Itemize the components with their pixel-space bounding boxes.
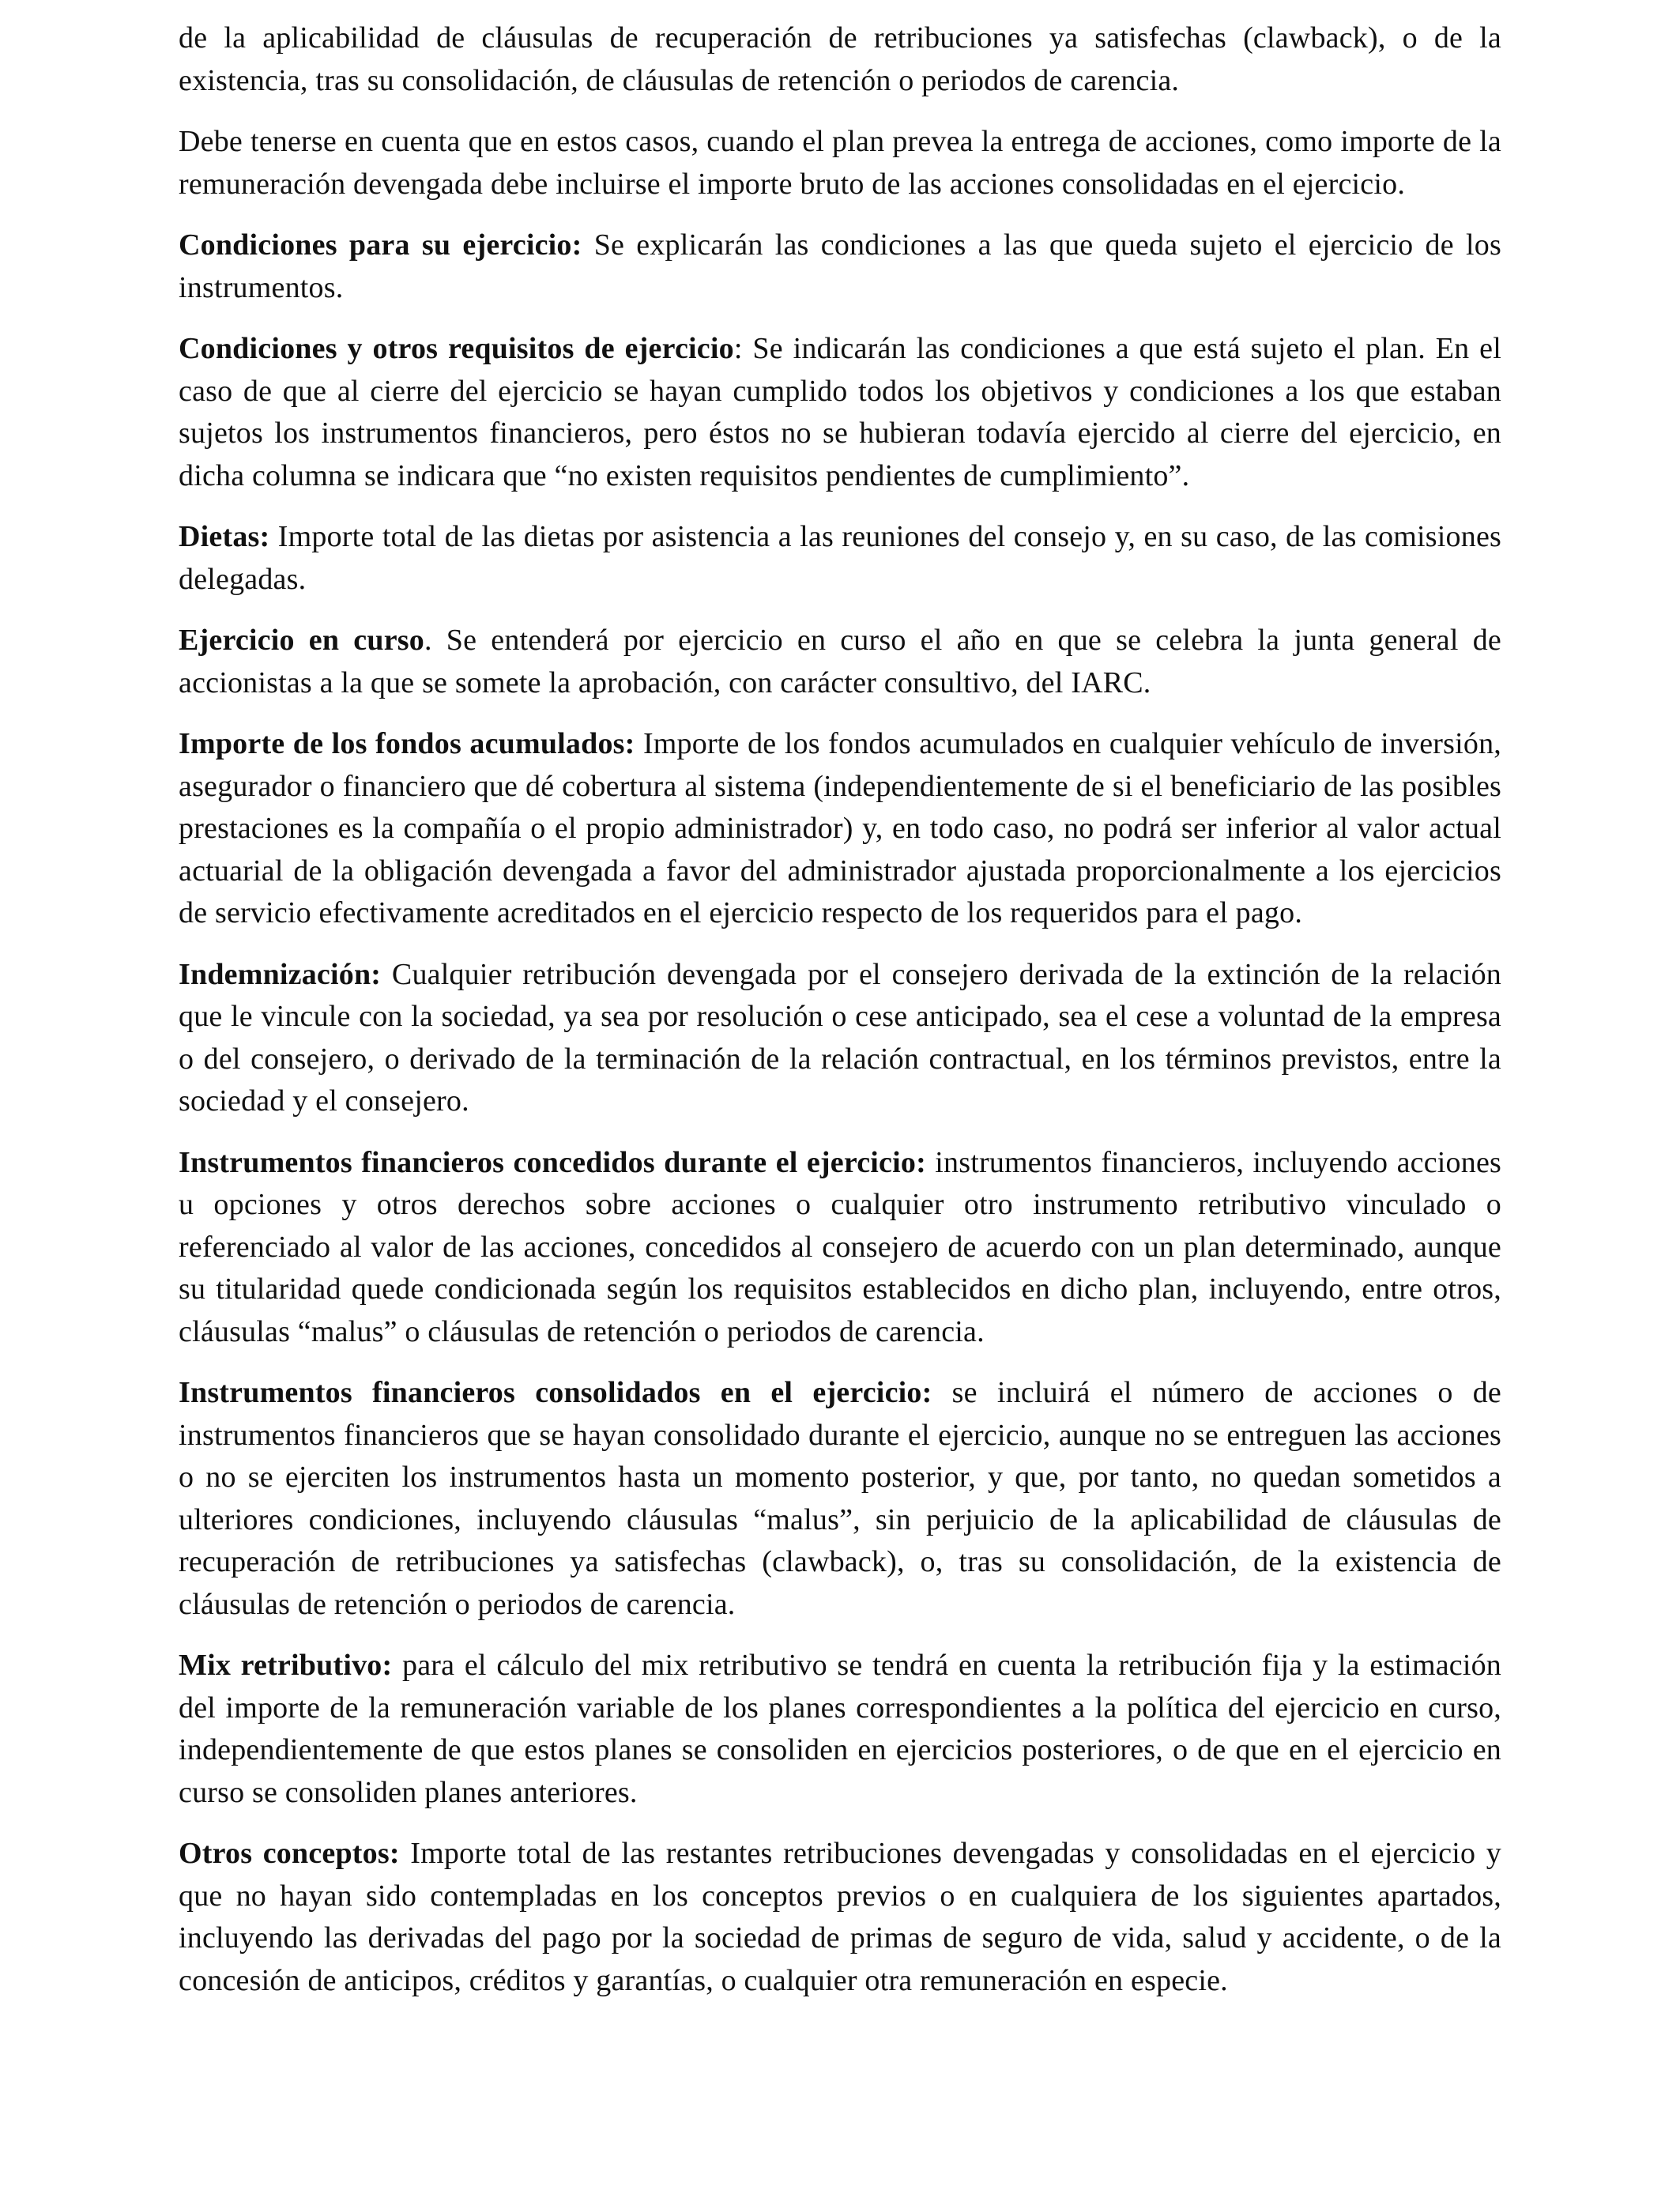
term-label: Otros conceptos: — [179, 1837, 400, 1870]
term-label: Mix retributivo: — [179, 1649, 393, 1682]
definition-indemnizacion — [179, 954, 1501, 1123]
definition-text: para el cálculo del mix retributivo se tendrá en cuenta la retribución fija y la estimación del importe de la remuneración variable de los planes correspondientes a la política del ejercicio en curso, independientemente de que estos planes se consoliden en ejercicios posteriores, o de que en el ejercicio en curso se consoliden planes anteriores. — [179, 1649, 1501, 1809]
definition-ejercicio-en-curso — [179, 620, 1501, 704]
definition-text: instrumentos financieros, incluyendo acciones u opciones y otros derechos sobre acciones o cualquier otro instrumento retributivo vinculado o referenciado al valor de las acciones, concedidos al consejero de acuerdo con un plan determinado, aunque su titularidad quede condicionada según los requisitos establecidos en dicho plan, incluyendo, entre otros, cláusulas “malus” o cláusulas de retención o periodos de carencia. — [179, 1145, 1501, 1348]
paragraph-clawback-continuation — [179, 17, 1501, 102]
definition-fondos-acumulados — [179, 723, 1501, 935]
term-label: Dietas: — [179, 520, 270, 553]
term-label: Ejercicio en curso — [179, 624, 424, 657]
definition-condiciones-requisitos — [179, 328, 1501, 497]
definition-text: Cualquier retribución devengada por el consejero derivada de la extinción de la relación que le vincule con la sociedad, ya sea por resolución o cese anticipado, sea el cese a voluntad de la empresa o del consejero, o derivado de la terminación de la relación contractual, en los términos previstos, entre la sociedad y el consejero. — [179, 957, 1501, 1118]
definition-text: Importe de los fondos acumulados en cualquier vehículo de inversión, asegurador o financiero que dé cobertura al sistema (independientemente de si el beneficiario de las posibles prestaciones es la compañía o el propio administrador) y, en todo caso, no podrá ser inferior al valor actual actuarial de la obligación devengada a favor del administrador ajustada proporcionalmente a los ejercicios de servicio efectivamente acreditados en el ejercicio respecto de los requeridos para el pago. — [179, 727, 1501, 929]
definition-text: se incluirá el número de acciones o de instrumentos financieros que se hayan consolidado durante el ejercicio, aunque no se entreguen las acciones o no se ejerciten los instrumentos hasta un momento posterior, y que, por tanto, no quedan sometidos a ulteriores condiciones, incluyendo cláusulas “malus”, sin perjuicio de la aplicabilidad de cláusulas de recuperación de retribuciones ya satisfechas (clawback), o, tras su consolidación, de la existencia de cláusulas de retención o periodos de carencia. — [179, 1376, 1502, 1621]
definition-text: : Se indicarán las condiciones a que está sujeto el plan. En el caso de que al cierre del ejercicio se hayan cumplido todos los objetivos y condiciones a los que estaban sujetos los instrumentos financieros, pero éstos no se hubieran todavía ejercido al cierre del ejercicio, en dicha columna se indicara que “no existen requisitos pendientes de cumplimiento”. — [179, 332, 1501, 492]
term-label: Condiciones para su ejercicio: — [179, 228, 582, 262]
paragraph-text: de la aplicabilidad de cláusulas de recuperación de retribuciones ya satisfechas (clawback), o de la existencia, tras su consolidación, de cláusulas de retención o periodos de carencia. — [179, 21, 1501, 97]
definition-condiciones-ejercicio — [179, 224, 1501, 309]
paragraph-text: Debe tenerse en cuenta que en estos casos, cuando el plan prevea la entrega de acciones, como importe de la remuneración devengada debe incluirse el importe bruto de las acciones consolidadas en el ejercicio. — [179, 125, 1501, 201]
term-label: Instrumentos financieros consolidados en el ejercicio: — [179, 1376, 932, 1409]
definition-text: . Se entenderá por ejercicio en curso el año en que se celebra la junta general de accionistas a la que se somete la aprobación, con carácter consultivo, del IARC. — [179, 624, 1501, 699]
definition-dietas — [179, 516, 1501, 601]
document-page — [179, 17, 1501, 2021]
term-label: Condiciones y otros requisitos de ejercicio — [179, 332, 734, 365]
definition-instrumentos-consolidados — [179, 1372, 1501, 1626]
paragraph-acciones-note — [179, 121, 1501, 205]
definition-text: Importe total de las restantes retribuciones devengadas y consolidadas en el ejercicio y que no hayan sido contempladas en los conceptos previos o en cualquiera de los siguientes apartados, incluyendo las derivadas del pago por la sociedad de primas de seguro de vida, salud y accidente, o de la concesión de anticipos, créditos y garantías, o cualquier otra remuneración en especie. — [179, 1837, 1501, 1997]
definition-text: Importe total de las dietas por asistencia a las reuniones del consejo y, en su caso, de las comisiones delegadas. — [179, 520, 1501, 596]
term-label: Instrumentos financieros concedidos durante el ejercicio: — [179, 1145, 926, 1179]
definition-text: Se explicarán las condiciones a las que queda sujeto el ejercicio de los instrumentos. — [179, 228, 1501, 304]
definition-mix-retributivo — [179, 1645, 1501, 1814]
term-label: Importe de los fondos acumulados: — [179, 727, 635, 760]
term-label: Indemnización: — [179, 957, 382, 991]
definition-otros-conceptos — [179, 1833, 1501, 2002]
definition-instrumentos-concedidos — [179, 1142, 1501, 1354]
